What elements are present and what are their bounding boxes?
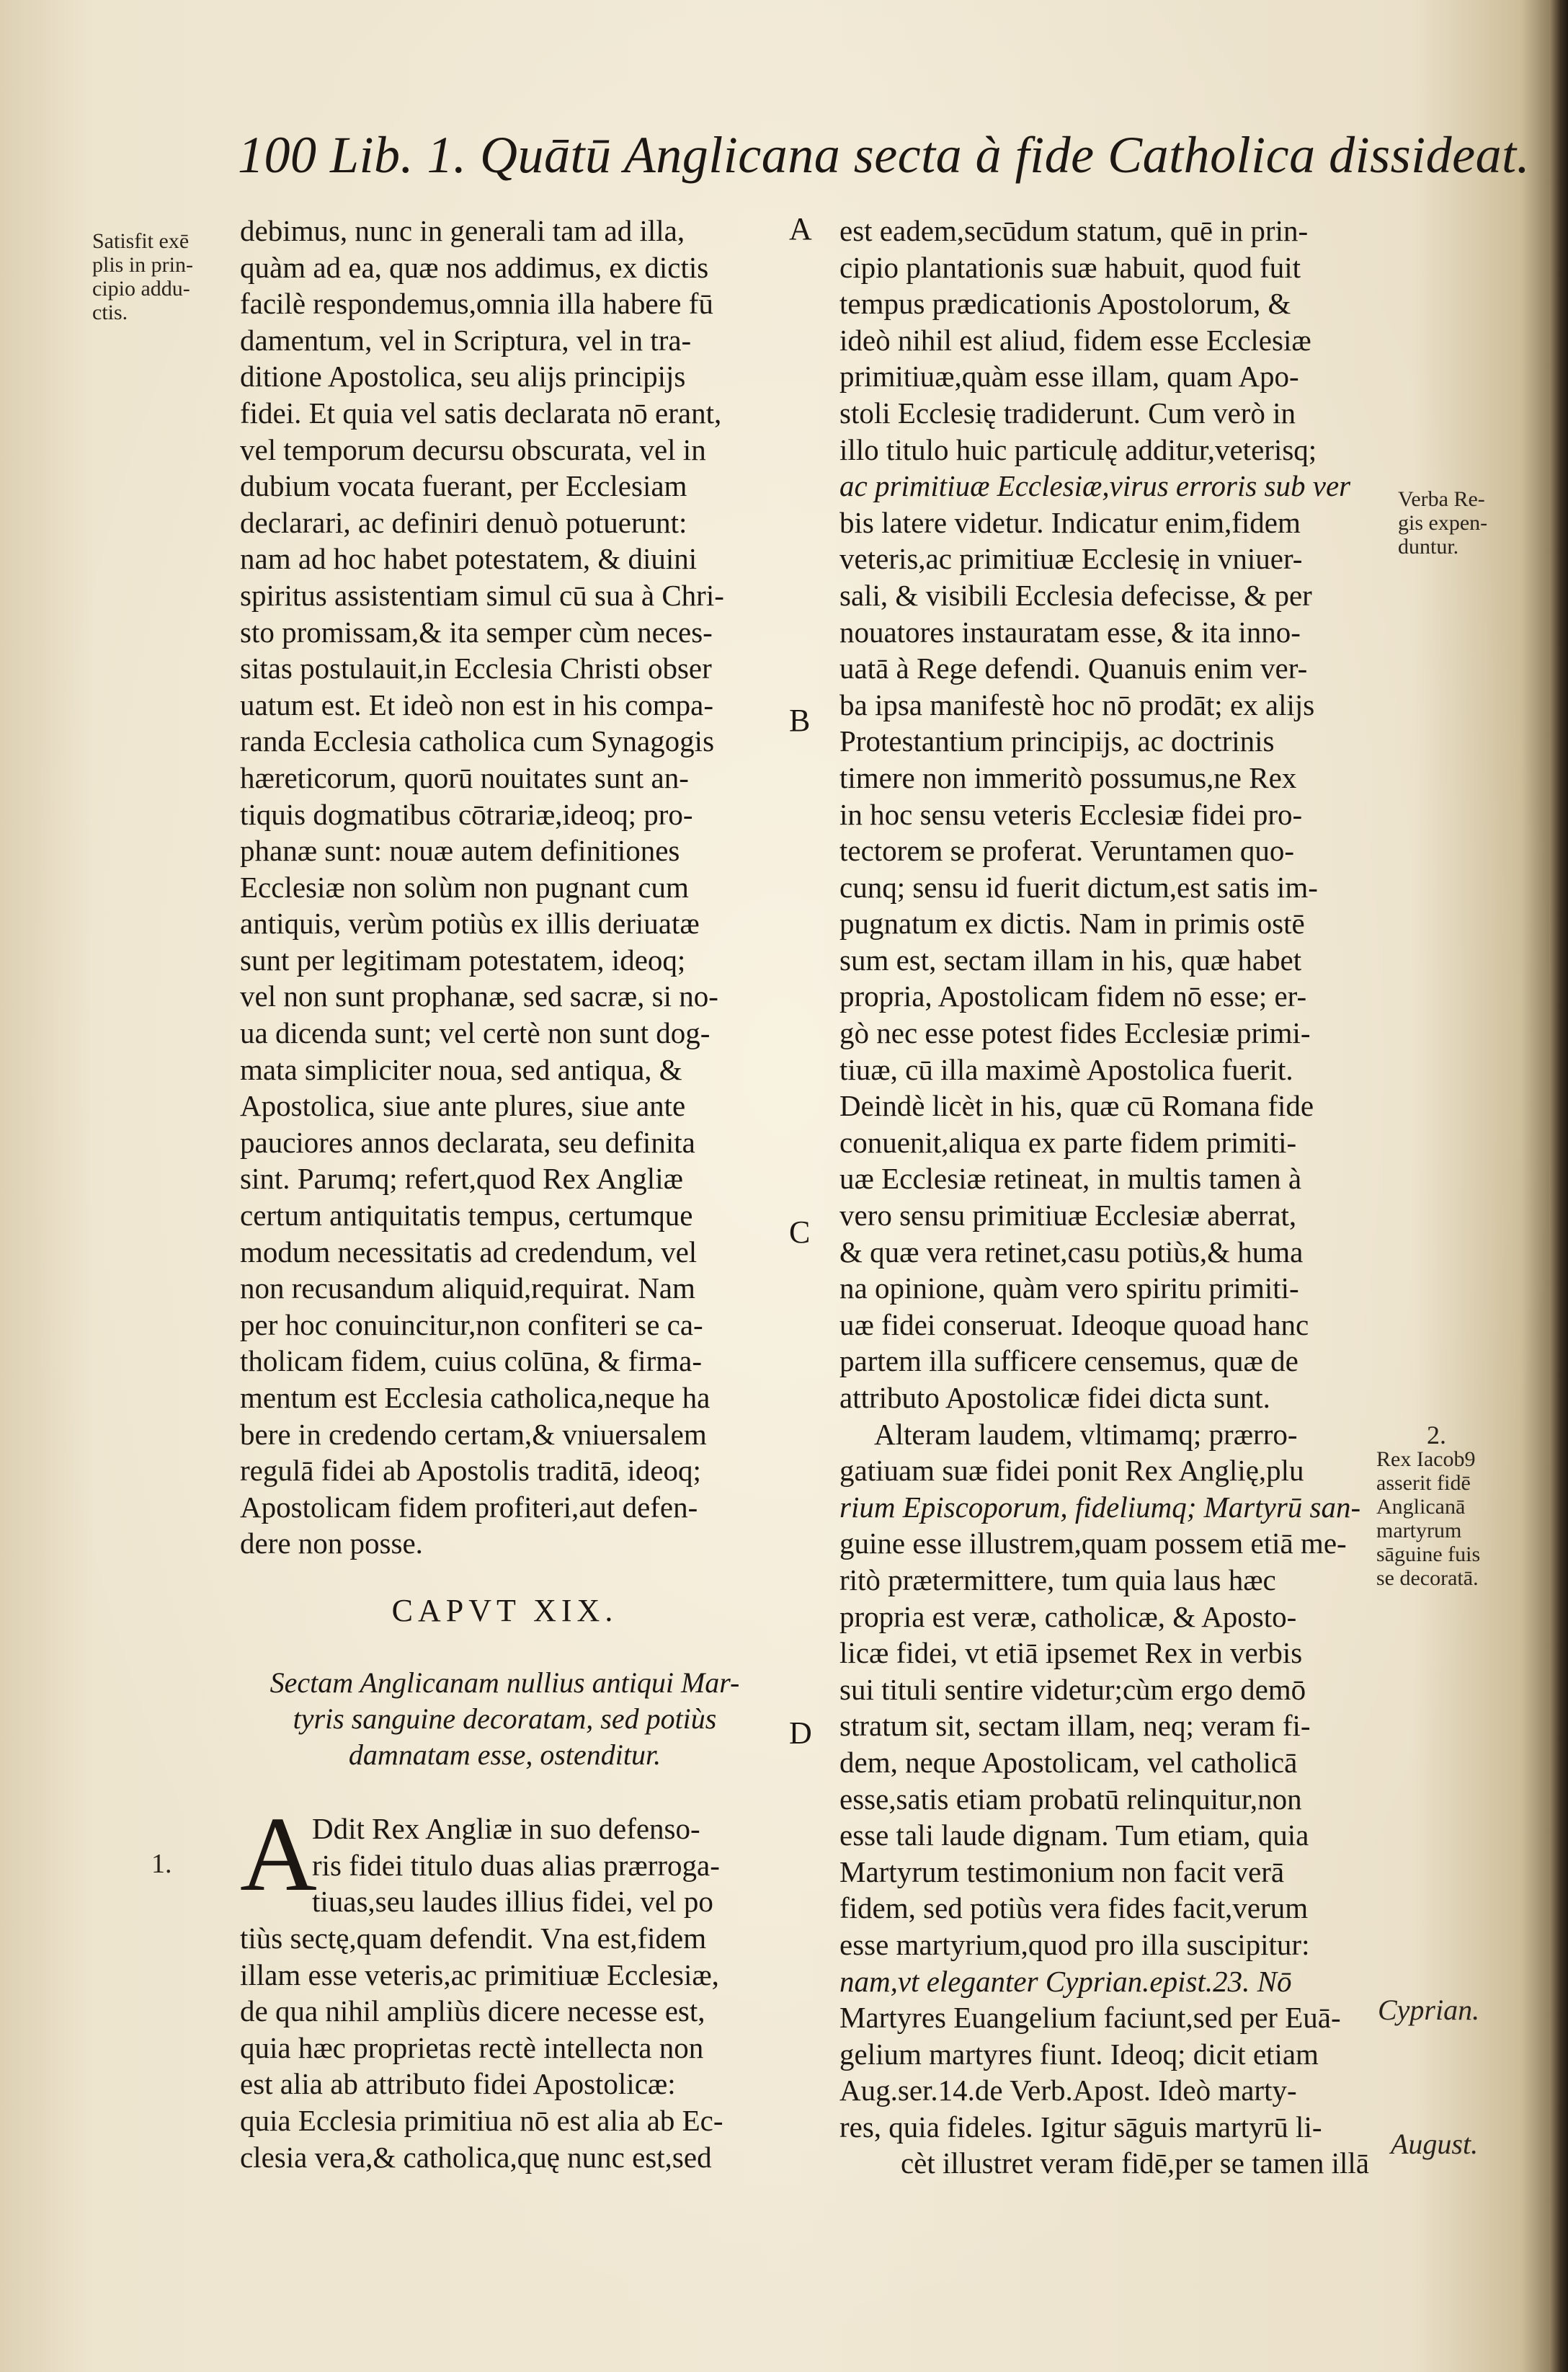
text-line: fidem, sed potiùs vera fides facit,verum <box>839 1891 1309 1925</box>
margin-note-line: Verba Re- <box>1398 487 1485 511</box>
text-line: tiuæ, cū illa maximè Apostolica fuerit. <box>839 1052 1293 1086</box>
text-line: ritò prætermittere, tum quia laus hæc <box>839 1563 1276 1596</box>
text-line: Ecclesiæ non solùm non pugnant cum <box>240 870 689 904</box>
text-line: ditione Apostolica, seu alijs principijs <box>240 360 686 394</box>
text-line: uæ fidei conseruat. Ideoque quoad hanc <box>839 1307 1309 1341</box>
text-line: sitas postulauit,in Ecclesia Christi obser <box>240 652 712 685</box>
text-line: tectorem se proferat. Veruntamen quo- <box>839 834 1295 868</box>
text-line: esse martyrium,quod pro illa suscipitur: <box>839 1927 1310 1961</box>
margin-note-cyprian <box>1378 1994 1480 2026</box>
text-line: bere in credendo certam,& vniuersalem <box>240 1417 707 1451</box>
text-line: attributo Apostolicæ fidei dicta sunt. <box>839 1381 1270 1414</box>
text-line: in hoc sensu veteris Ecclesiæ fidei pro- <box>839 797 1303 831</box>
text-line: spiritus assistentiam simul cū sua à Chri- <box>240 578 724 612</box>
text-line: est eadem,secūdum statum, quē in prin- <box>839 214 1309 247</box>
text-line: vel non sunt prophanæ, sed sacræ, si no- <box>240 980 718 1013</box>
margin-note-verba-regis <box>1398 487 1487 559</box>
text-line: res, quia fideles. Igitur sāguis martyrū li- <box>839 2110 1322 2144</box>
text-line: timere non immeritò possumus,ne Rex <box>839 760 1297 794</box>
text-line: modum necessitatis ad credendum, vel <box>240 1235 698 1269</box>
running-title: Lib. 1. Quātū Anglicana secta à fide Catholica dissideat. <box>330 126 1531 184</box>
text-line: tiùs sectę,quam defendit. Vna est,fidem <box>240 1922 707 1955</box>
text-line: guine esse illustrem,quam possem etiā me- <box>839 1527 1347 1560</box>
text-line: gò nec esse potest fides Ecclesiæ primi- <box>839 1016 1311 1050</box>
text-line: mata simpliciter noua, sed antiqua, & <box>240 1052 682 1086</box>
text-line: ris fidei titulo duas alias prærroga- <box>312 1848 720 1882</box>
text-line: non recusandum aliquid,requirat. Nam <box>240 1271 695 1305</box>
text-line: illam esse veteris,ac primitiuæ Ecclesiæ, <box>240 1958 719 1991</box>
text-line: ideò nihil est aliud, fidem esse Ecclesiæ <box>839 323 1311 357</box>
section-marker-d: D <box>789 1715 812 1751</box>
margin-note-line: sāguine fuis <box>1376 1542 1481 1566</box>
margin-note-line: ctis. <box>92 301 128 324</box>
text-line: Alteram laudem, vltimamq; prærro- <box>874 1417 1298 1451</box>
text-line: Deindè licèt in his, quæ cū Romana fide <box>839 1089 1314 1123</box>
text-line: na opinione, quàm vero spiritu primiti- <box>839 1271 1299 1305</box>
chapter-first-lines <box>312 1811 770 1920</box>
text-line: nam ad hoc habet potestatem, & diuini <box>240 542 698 576</box>
margin-note-satisfit <box>92 229 193 324</box>
text-line: partem illa sufficere censemus, quæ de <box>839 1344 1298 1378</box>
text-line: dubium vocata fuerant, per Ecclesiam <box>240 469 687 503</box>
text-line: Apostolicam fidem profiteri,aut defen- <box>240 1490 698 1524</box>
section-marker-a: A <box>789 211 812 246</box>
margin-note-line: se decoratā. <box>1376 1566 1479 1590</box>
text-line: de qua nihil ampliùs dicere necesse est, <box>240 1994 705 2028</box>
text-line: vel temporum decursu obscurata, vel in <box>240 432 706 466</box>
margin-note-line: gis expen- <box>1398 511 1488 535</box>
text-line: tiuas,seu laudes illius fidei, vel po <box>312 1885 713 1919</box>
text-line: fidei. Et quia vel satis declarata nō erant, <box>240 396 722 430</box>
margin-note-august <box>1391 2128 1479 2160</box>
text-line: rium Episcoporum, fideliumq; Martyrū san- <box>839 1490 1361 1524</box>
text-line: uatum est. Et ideò non est in his compa- <box>240 688 714 721</box>
text-line: sum est, sectam illam in his, quæ habet <box>839 943 1302 977</box>
text-line: stratum sit, sectam illam, neq; veram fi- <box>839 1709 1311 1743</box>
text-line: Martyres Euangelium faciunt,sed per Euā- <box>839 2001 1341 2035</box>
text-line: sint. Parumq; refert,quod Rex Angliæ <box>240 1162 683 1196</box>
chapter-subtitle <box>240 1665 770 1773</box>
text-line: est alia ab attributo fidei Apostolicæ: <box>240 2067 676 2101</box>
text-line: ua dicenda sunt; vel certè non sunt dog- <box>240 1016 710 1050</box>
margin-note-line: plis in prin- <box>92 253 193 277</box>
margin-note-line: 2. <box>1427 1421 1446 1449</box>
running-header <box>238 115 1531 195</box>
text-line: gelium martyres fiunt. Ideoq; dicit etiam <box>839 2037 1319 2071</box>
page-number: 100 <box>238 126 317 184</box>
left-column-text <box>240 213 770 1562</box>
text-line: antiquis, verùm potiùs ex illis deriuatæ <box>240 907 700 941</box>
section-marker-c: C <box>789 1214 811 1250</box>
text-line: sto promissam,& ita semper cùm neces- <box>240 615 713 649</box>
text-line: tiquis dogmatibus cōtrariæ,ideoq; pro- <box>240 797 693 831</box>
chapter-continued-text <box>240 1920 770 2175</box>
text-line: hæreticorum, quorū nouitates sunt an- <box>240 760 689 794</box>
text-line: debimus, nunc in generali tam ad illa, <box>240 214 685 247</box>
text-line: ba ipsa manifestè hoc nō prodāt; ex alijs <box>839 688 1315 721</box>
text-line: veteris,ac primitiuæ Ecclesię in vniuer- <box>839 542 1303 576</box>
text-line: certum antiquitatis tempus, certumque <box>240 1199 693 1232</box>
margin-note-line: Anglicanā <box>1376 1495 1466 1519</box>
subtitle-line: Sectam Anglicanam nullius antiqui Mar- <box>270 1666 740 1699</box>
margin-note-line: asserit fidē <box>1376 1471 1471 1495</box>
margin-note-number-1 <box>151 1849 172 1879</box>
text-line: conuenit,aliqua ex parte fidem primiti- <box>839 1125 1297 1159</box>
margin-note-line: duntur. <box>1398 535 1459 559</box>
text-line: ac primitiuæ Ecclesiæ,virus erroris sub ver <box>839 469 1351 503</box>
text-line: vero sensu primitiuæ Ecclesiæ aberrat, <box>839 1199 1297 1232</box>
margin-note-rex-iacobus <box>1376 1423 1480 1590</box>
text-line: licæ fidei, vt etiā ipsemet Rex in verbis <box>839 1636 1303 1670</box>
text-line: tempus prædicationis Apostolorum, & <box>839 287 1291 321</box>
text-line: esse tali laude dignam. Tum etiam, quia <box>839 1818 1309 1852</box>
text-line: esse,satis etiam probatū relinquitur,non <box>839 1782 1302 1816</box>
text-line: regulā fidei ab Apostolis traditā, ideoq; <box>240 1454 701 1488</box>
text-line: propria, Apostolicam fidem nō esse; er- <box>839 980 1307 1013</box>
text-line: tholicam fidem, cuius colūna, & firma- <box>240 1344 703 1378</box>
text-line: clesia vera,& catholica,quę nunc est,sed <box>240 2140 712 2174</box>
text-line: uatā à Rege defendi. Quanuis enim ver- <box>839 652 1308 685</box>
text-line: mentum est Ecclesia catholica,neque ha <box>240 1381 710 1414</box>
margin-note-line: Cyprian. <box>1378 1994 1480 2026</box>
text-line: sunt per legitimam potestatem, ideoq; <box>240 943 686 977</box>
text-line: bis latere videtur. Indicatur enim,fidem <box>839 505 1301 539</box>
text-line: illo titulo huic particulę additur,veterisq; <box>839 432 1317 466</box>
text-line: quia Ecclesia primitiua nō est alia ab Ec- <box>240 2103 723 2137</box>
text-line: quàm ad ea, quæ nos addimus, ex dictis <box>240 250 709 284</box>
margin-note-line: martyrum <box>1376 1519 1462 1542</box>
text-line: nouatores instauratam esse, & ita inno- <box>839 615 1301 649</box>
subtitle-line: damnatam esse, ostenditur. <box>348 1738 662 1771</box>
text-line: pugnatum ex dictis. Nam in primis ostē <box>839 907 1305 941</box>
text-line: facilè respondemus,omnia illa habere fū <box>240 287 713 321</box>
subtitle-line: tyris sanguine decoratam, sed potiùs <box>293 1702 717 1735</box>
book-spine <box>1549 0 1568 2372</box>
text-line: Apostolica, siue ante plures, siue ante <box>240 1089 686 1123</box>
text-line: randa Ecclesia catholica cum Synagogis <box>240 724 715 758</box>
text-line: gatiuam suæ fidei ponit Rex Anglię,plu <box>839 1454 1304 1488</box>
text-line: dere non posse. <box>240 1527 423 1560</box>
text-line: Ddit Rex Angliæ in suo defenso- <box>312 1812 700 1845</box>
margin-note-line: Rex Iacob9 <box>1376 1447 1476 1471</box>
text-line: uæ Ecclesiæ retineat, in multis tamen à <box>839 1162 1302 1196</box>
text-line: stoli Ecclesię tradiderunt. Cum verò in <box>839 396 1296 430</box>
text-line: propria est veræ, catholicæ, & Aposto- <box>839 1599 1297 1633</box>
margin-note-line: August. <box>1391 2128 1479 2160</box>
text-line: declarari, ac definiri denuò potuerunt: <box>240 505 687 539</box>
text-line: & quæ vera retinet,casu potiùs,& huma <box>839 1235 1304 1269</box>
text-line: pauciores annos declarata, seu definita <box>240 1125 695 1159</box>
margin-note-line: Satisfit exē <box>92 229 190 253</box>
text-line: dem, neque Apostolicam, vel catholicā <box>839 1745 1298 1779</box>
text-line: per hoc conuincitur,non confiteri se ca- <box>240 1307 703 1341</box>
text-line: cipio plantationis suæ habuit, quod fuit <box>839 250 1301 284</box>
text-line: Protestantium principijs, ac doctrinis <box>839 724 1275 758</box>
text-line: Martyrum testimonium non facit verā <box>839 1854 1285 1888</box>
margin-note-line: 1. <box>151 1849 172 1879</box>
text-line: sui tituli sentire videtur;cùm ergo demō <box>839 1672 1306 1706</box>
text-line: nam,vt eleganter Cyprian.epist.23. Nō <box>839 1964 1292 1998</box>
section-marker-b: B <box>789 703 811 738</box>
text-line: cèt illustret veram fidē,per se tamen illā <box>900 2146 1369 2180</box>
text-line: phanæ sunt: nouæ autem definitiones <box>240 834 680 868</box>
text-line: cunq; sensu id fuerit dictum,est satis im- <box>839 870 1318 904</box>
text-line: sali, & visibili Ecclesia defecisse, & per <box>839 578 1312 612</box>
right-column-text <box>839 213 1369 2182</box>
chapter-heading: CAPVT XIX. <box>391 1593 618 1628</box>
text-line: Aug.ser.14.de Verb.Apost. Ideò marty- <box>839 2074 1297 2107</box>
text-line: primitiuæ,quàm esse illam, quam Apo- <box>839 360 1299 394</box>
text-line: damentum, vel in Scriptura, vel in tra- <box>240 323 692 357</box>
margin-note-line: cipio addu- <box>92 277 190 301</box>
drop-cap: A <box>240 1795 317 1914</box>
text-line: quia hæc proprietas rectè intellecta non <box>240 2030 704 2064</box>
